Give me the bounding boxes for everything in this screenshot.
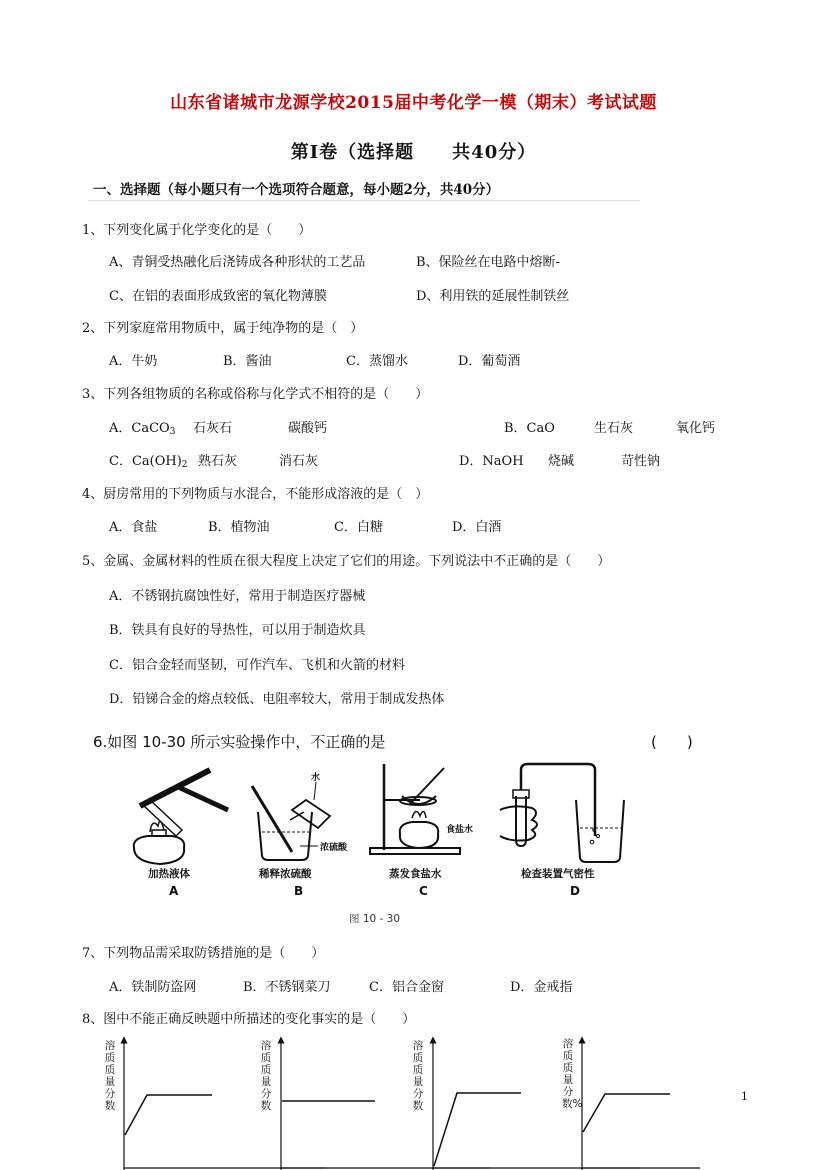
question-7-option-a: A．铁制防盗网: [109, 980, 197, 995]
acid-label: 浓硫酸: [320, 843, 348, 853]
graph-1: [124, 1040, 326, 1170]
question-4-option-b: B．植物油: [208, 520, 270, 535]
question-3-option-b-name2: 氧化钙: [676, 421, 716, 436]
formula-subscript: 3: [169, 427, 176, 437]
figure-letter-a: A: [169, 884, 179, 898]
figure-letter-c: C: [419, 884, 428, 898]
figure-caption: 图 10 - 30: [349, 913, 401, 925]
question-1-option-d: D、利用铁的延展性制铁丝: [416, 289, 570, 304]
question-4-option-d: D．白酒: [452, 520, 502, 535]
graph-3: [433, 1040, 640, 1170]
question-5-stem: 5、金属、金属材料的性质在很大程度上决定了它们的用途。下列说法中不正确的是（ ）: [82, 554, 611, 569]
exam-title: 山东省诸城市龙源学校2015届中考化学一模（期末）考试试题: [170, 93, 657, 113]
figure-label-d: 检查装置气密性: [521, 868, 595, 880]
question-1-option-b: B、保险丝在电路中熔断-: [416, 255, 560, 270]
question-2-stem: 2、下列家庭常用物质中，属于纯净物的是（ ）: [82, 321, 364, 336]
question-2-option-a: A．牛奶: [109, 354, 158, 369]
graph-4: [582, 1040, 700, 1170]
question-3-option-a-name2: 碳酸钙: [288, 421, 328, 436]
question-3-stem: 3、下列各组物质的名称或俗称与化学式不相符的是（ ）: [82, 387, 429, 402]
question-5-option-b: B．铁具有良好的导热性，可以用于制造炊具: [109, 623, 366, 638]
question-5-option-a: A．不锈钢抗腐蚀性好，常用于制造医疗器械: [109, 589, 366, 604]
question-5-option-c: C．铝合金轻而坚韧，可作汽车、飞机和火箭的材料: [109, 658, 405, 673]
volume-heading: 第Ⅰ卷（选择题 共40分）: [290, 142, 537, 163]
question-3-option-b-formula: B．CaO: [504, 421, 555, 436]
graph-2-ylabel: 溶质质量分数: [260, 1040, 272, 1112]
section-heading: 一、选择题（每小题只有一个选项符合题意，每小题2分，共40分）: [93, 182, 500, 198]
question-1-stem: 1、下列变化属于化学变化的是（ ）: [82, 223, 312, 238]
question-8-stem: 8、图中不能正确反映题中所描述的变化事实的是（ ）: [82, 1012, 416, 1027]
question-3-option-d-name2: 苛性钠: [621, 454, 661, 469]
formula-text: A．CaCO: [109, 421, 170, 436]
question-7-option-c: C．铝合金窗: [369, 980, 444, 995]
question-1-option-c: C、在铝的表面形成致密的氧化物薄膜: [109, 289, 327, 304]
question-4-option-c: C．白糖: [334, 520, 383, 535]
question-1-option-a: A、青铜受热融化后浇铸成各种形状的工艺品: [109, 255, 366, 270]
graph-2: [281, 1040, 490, 1170]
formula-text: C．Ca(OH): [109, 454, 182, 469]
question-2-option-b: B．酱油: [223, 354, 272, 369]
question-6-stem: 6.如图 10-30 所示实验操作中，不正确的是: [93, 733, 386, 751]
question-3-option-a-name1: 石灰石: [193, 421, 233, 436]
salt-water-label: 食盐水: [446, 825, 474, 835]
question-3-option-d-formula: D．NaOH: [459, 454, 524, 469]
formula-subscript: 2: [181, 460, 188, 470]
question-7-option-b: B．不锈钢菜刀: [243, 980, 331, 995]
question-7-stem: 7、下列物品需采取防锈措施的是（ ）: [82, 946, 325, 961]
question-4-option-a: A．食盐: [109, 520, 158, 535]
question-3-option-d-name1: 烧碱: [548, 454, 575, 469]
figure-letter-d: D: [570, 884, 580, 898]
question-3-option-c-name1: 熟石灰: [198, 454, 238, 469]
page-number: 1: [741, 1090, 748, 1103]
question-2-option-c: C．蒸馏水: [346, 354, 408, 369]
question-3-option-c-name2: 消石灰: [279, 454, 319, 469]
graph-1-ylabel: 溶质质量分数: [104, 1040, 116, 1112]
question-3-option-b-name1: 生石灰: [594, 421, 634, 436]
figure-label-c: 蒸发食盐水: [389, 868, 442, 880]
question-5-option-d: D．铅锑合金的熔点较低、电阻率较大，常用于制成发热体: [109, 692, 445, 707]
water-label: 水: [311, 773, 321, 783]
figure-label-a: 加热液体: [148, 868, 190, 880]
question-2-option-d: D．葡萄酒: [458, 354, 521, 369]
graph-3-ylabel: 溶质质量分数: [412, 1040, 424, 1112]
graph-4-ylabel: 溶质质量分数%: [562, 1038, 583, 1110]
question-4-stem: 4、厨房常用的下列物质与水混合，不能形成溶液的是（ ）: [82, 487, 429, 502]
figure-letter-b: B: [294, 884, 304, 898]
figure-label-b: 稀释浓硫酸: [259, 868, 312, 880]
question-6-answer-paren: ( ): [651, 733, 693, 751]
question-7-option-d: D．金戒指: [510, 980, 573, 995]
